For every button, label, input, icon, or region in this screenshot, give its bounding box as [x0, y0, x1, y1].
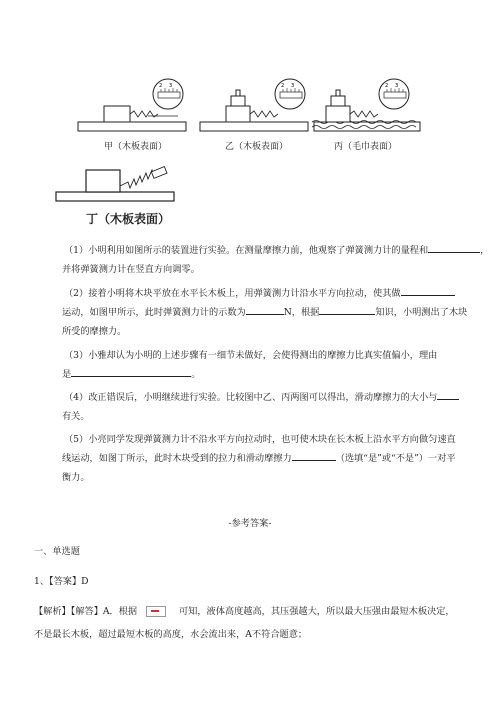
- formula-image-icon: [146, 606, 166, 617]
- q1-text-1: （1）小明利用如图所示的装置进行实验。在测量摩擦力前，他观察了弹簧测力计的量程和: [64, 245, 429, 256]
- q2-blank-motion[interactable]: [401, 285, 455, 296]
- q5-text-3: 衡力。: [62, 472, 90, 483]
- q5-text-1: （5）小亮同学发现弹簧测力计不沿水平方向拉动时，也可使木块在长木板上沿水平方向做匀速直: [64, 434, 456, 445]
- q3-text-2b: 。: [191, 369, 201, 380]
- q2-text-2b: N，根据: [283, 307, 320, 318]
- question-3: [64, 346, 484, 384]
- q3-text-2a: 是: [62, 369, 72, 380]
- q3-blank-reason[interactable]: [71, 366, 191, 377]
- question-5: [64, 430, 484, 487]
- q5-blank[interactable]: [292, 450, 336, 461]
- svg-text:2: 2: [159, 83, 163, 89]
- svg-text:3: 3: [169, 83, 173, 89]
- q2-text-3: 所受的摩擦力。: [62, 326, 127, 337]
- q2-blank-reading[interactable]: [246, 304, 284, 315]
- analysis-line-2: 不是最长木板，超过最短木板的高度，水会流出来，A不符合题意；: [34, 629, 308, 640]
- q2-blank-knowledge[interactable]: [319, 304, 375, 315]
- figure-jia: [78, 78, 188, 133]
- question-2: [64, 284, 484, 341]
- caption-bing: 丙（毛巾表面）: [334, 142, 398, 152]
- q3-text-1: （3）小雅却认为小明的上述步骤有一细节未做好，会使得测出的摩擦力比真实值偏小，理由: [64, 350, 438, 361]
- q1-text-end: ，: [480, 245, 490, 256]
- q2-text-2c: 知识，小明测出了木块: [375, 307, 468, 318]
- answer-item-label: 1、【答案】D: [34, 576, 89, 587]
- section-heading: 一、单选题: [34, 546, 80, 557]
- q4-blank[interactable]: [437, 389, 459, 400]
- q1-blank[interactable]: [428, 242, 480, 253]
- svg-text:2: 2: [385, 83, 389, 89]
- q4-text-2: 有关。: [62, 411, 90, 422]
- figure-bing: [312, 78, 422, 133]
- analysis-text-a: 【解析】【解答】A．根据: [34, 606, 138, 617]
- svg-text:3: 3: [291, 83, 295, 89]
- caption-yi: 乙（木板表面）: [225, 142, 289, 152]
- q2-text-1: （2）接着小明将木块平放在水平长木板上，用弹簧测力计沿水平方向拉动，使其做: [64, 288, 401, 299]
- analysis-text-b: 可知，液体高度越高，其压强越大，所以最大压强由最短木板决定，: [178, 606, 455, 617]
- figure-yi: [200, 78, 310, 133]
- svg-text:2: 2: [281, 83, 285, 89]
- answer-title: -参考答案-: [228, 518, 272, 529]
- q4-text-1: （4）改正错误后，小明继续进行实验。比较图中乙、丙两图可以得出，滑动摩擦力的大小与: [64, 392, 438, 403]
- q1-text-2: 并将弹簧测力计在竖直方向调零。: [62, 264, 200, 275]
- svg-text:3: 3: [395, 83, 399, 89]
- question-4: [64, 388, 484, 426]
- q5-text-2b: （选填“是”或“不是”）一对平: [335, 453, 456, 464]
- q5-text-2: 线运动，如图丁所示，此时木块受到的拉力和滑动摩擦力: [62, 453, 292, 464]
- caption-jia: 甲（木板表面）: [104, 142, 168, 152]
- analysis: [34, 602, 484, 644]
- question-1: [62, 241, 490, 279]
- q2-text-2a: 运动，如图甲所示，此时弹簧测力计的示数为: [62, 307, 246, 318]
- figure-ding: [56, 160, 176, 204]
- caption-ding: 丁（木板表面）: [86, 212, 171, 226]
